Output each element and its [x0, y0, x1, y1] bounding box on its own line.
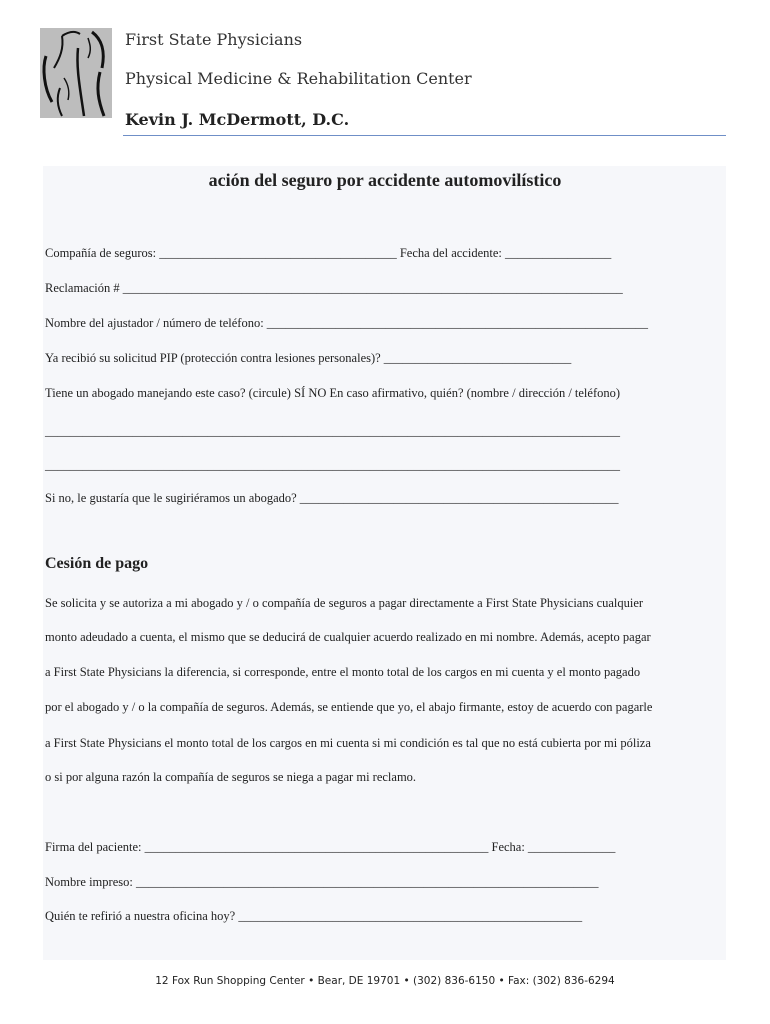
footer-address: 12 Fox Run Shopping Center • Bear, DE 19701 • (302) 836-6150 • Fax: (302) 836-6294 — [155, 975, 615, 987]
assignment-text-line: por el abogado y / o la compañía de seguros. Además, se entiende que yo, el abajo firmante, estoy de acuerdo con pagarle — [45, 700, 653, 714]
assignment-text-line: a First State Physicians el monto total de los cargos en mi cuenta si mi condición es tal que no está cubierta por mi póliza — [45, 736, 651, 750]
suggest-attorney-field[interactable]: Si no, le gustaría que le sugiriéramos un abogado? ___________________________________________________ — [45, 491, 619, 505]
spine-figure-icon — [40, 28, 112, 118]
assignment-heading: Cesión de pago — [45, 555, 149, 572]
header-divider — [123, 135, 726, 136]
center-name: Physical Medicine & Rehabilitation Center — [125, 69, 472, 88]
insurance-company-field[interactable]: Compañía de seguros: ______________________________________ Fecha del accidente: _________________ — [45, 246, 612, 260]
attorney-question: Tiene un abogado manejando este caso? (circule) SÍ NO En caso afirmativo, quién? (nombre / dirección / teléfono) — [45, 386, 621, 400]
assignment-text-line: Se solicita y se autoriza a mi abogado y / o compañía de seguros a pagar directamente a First State Physicians cualquier — [45, 596, 644, 610]
attorney-info-line-2[interactable]: ____________________________________________________________________________________________ — [45, 458, 620, 472]
clinic-logo — [40, 28, 112, 118]
pip-application-field[interactable]: Ya recibió su solicitud PIP (protección contra lesiones personales)? ______________________________ — [45, 351, 572, 365]
form-title: ación del seguro por accidente automovilístico — [208, 170, 562, 190]
assignment-text-line: o si por alguna razón la compañía de seguros se niega a pagar mi reclamo. — [45, 770, 417, 784]
assignment-text-line: monto adeudado a cuenta, el mismo que se deducirá de cualquier acuerdo realizado en mi nombre. Además, acepto pagar — [45, 630, 651, 644]
patient-signature-field[interactable]: Firma del paciente: _______________________________________________________ Fecha: ______________ — [45, 840, 616, 854]
attorney-info-line-1[interactable]: ____________________________________________________________________________________________ — [45, 424, 620, 438]
doctor-name: Kevin J. McDermott, D.C. — [125, 110, 350, 129]
adjuster-field[interactable]: Nombre del ajustador / número de teléfono: _____________________________________________________________ — [45, 316, 649, 330]
referral-source-field[interactable]: Quién te refirió a nuestra oficina hoy? _______________________________________________________ — [45, 909, 583, 923]
org-name: First State Physicians — [125, 30, 303, 49]
printed-name-field[interactable]: Nombre impreso: __________________________________________________________________________ — [45, 875, 599, 889]
assignment-text-line: a First State Physicians la diferencia, si corresponde, entre el monto total de los cargos en mi cuenta y el monto pagado — [45, 665, 641, 679]
claim-number-field[interactable]: Reclamación # ________________________________________________________________________________ — [45, 281, 623, 295]
